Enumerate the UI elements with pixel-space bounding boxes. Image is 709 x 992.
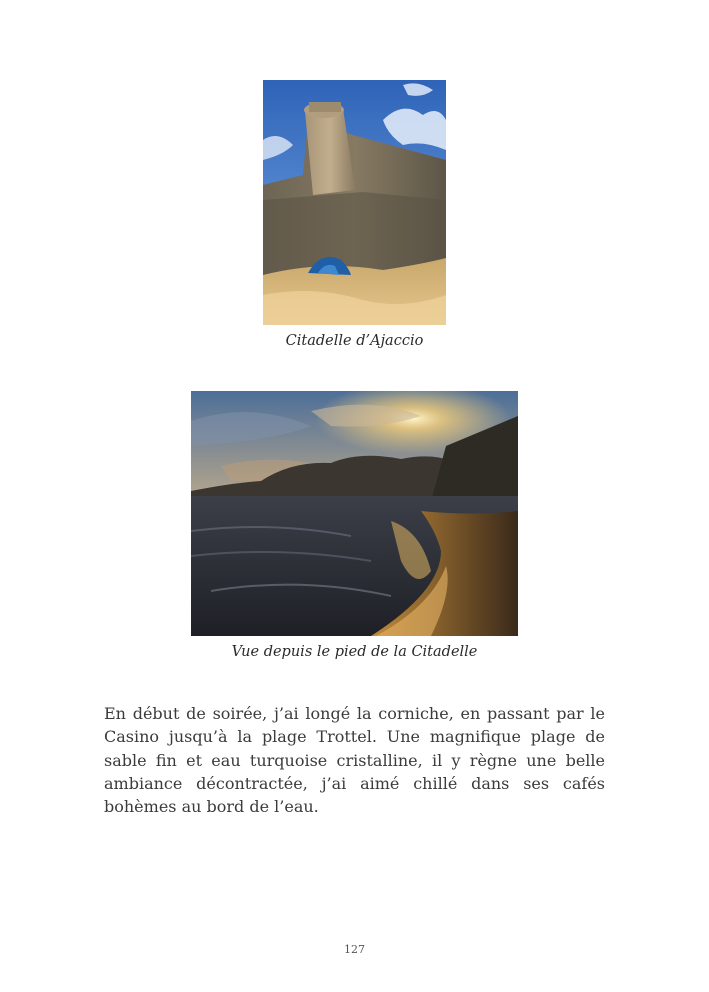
citadel-photo <box>263 80 446 325</box>
sunset-photo <box>191 391 518 636</box>
body-paragraph: En début de soirée, j’ai longé la corniche, en passant par le Casino jusqu’à la plage Trottel. Une magnifique plage de sable fin et eau turquoise cristalline, il y règne une belle ambiance décontractée, j’ai aimé chillé dans ses cafés bohèmes au bord de l’eau. <box>104 704 605 817</box>
page-number: 127 <box>344 943 365 956</box>
figure-caption: Citadelle d’Ajaccio <box>285 333 424 349</box>
figure-caption: Vue depuis le pied de la Citadelle <box>231 644 478 660</box>
